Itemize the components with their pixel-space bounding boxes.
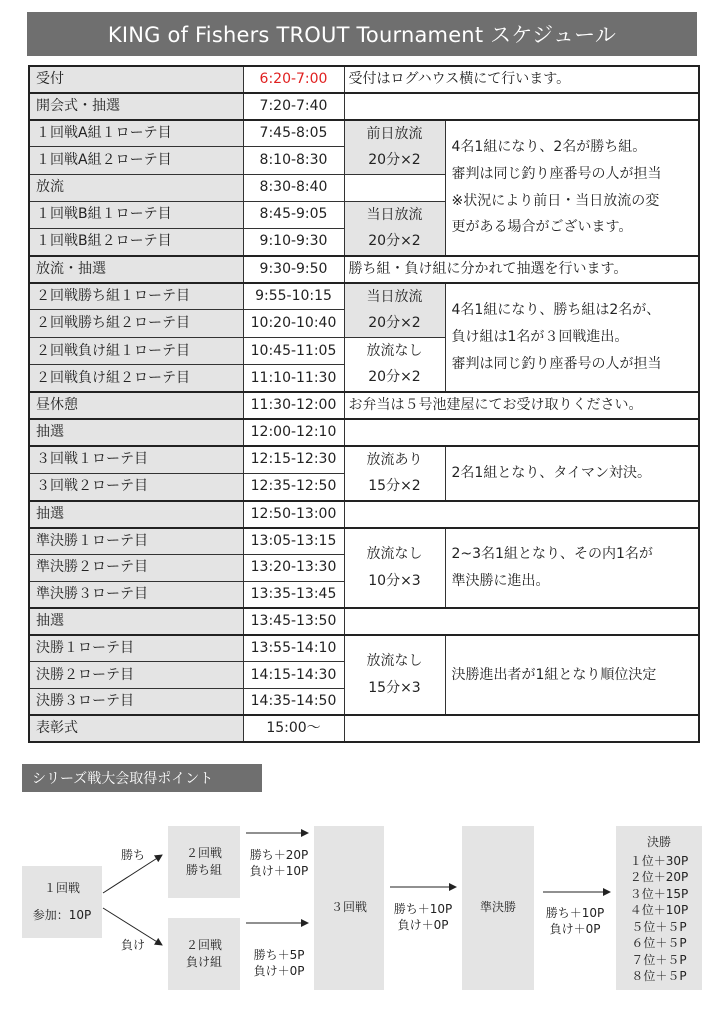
final-rank: １位＋30P	[629, 853, 689, 868]
semi-points-line1: 勝ち＋10P	[545, 906, 605, 920]
time-cell: 9:30-9:50	[243, 256, 344, 283]
format-line: 放流なし	[366, 342, 423, 359]
event-cell: 放流・抽選	[29, 256, 243, 283]
round3-points-line2: 負け＋0P	[397, 917, 449, 932]
time-cell: 13:20-13:30	[243, 554, 344, 581]
losers-line2: 負け組	[185, 955, 222, 969]
semi-title: 準決勝	[479, 900, 516, 915]
time-cell: 14:15-14:30	[243, 662, 344, 689]
winners-line1: ２回戦	[185, 845, 222, 860]
format-line: 20分×2	[368, 315, 421, 332]
format-line: 10分×3	[368, 572, 421, 589]
time-cell: 9:10-9:30	[243, 228, 344, 255]
time-cell: 7:45-8:05	[243, 120, 344, 147]
event-cell: １回戦A組２ローテ目	[29, 147, 243, 174]
time-cell: 15:00～	[243, 715, 344, 742]
losers-points-line2: 負け＋0P	[253, 963, 305, 978]
event-cell: 昼休憩	[29, 392, 243, 419]
semi-box	[462, 826, 534, 990]
time-cell: 12:15-12:30	[243, 446, 344, 474]
time-cell: 13:55-14:10	[243, 635, 344, 662]
event-cell: 開会式・抽選	[29, 93, 243, 120]
final-title: 決勝	[646, 835, 671, 849]
time-cell: 13:45-13:50	[243, 608, 344, 635]
winners-points-line1: 勝ち＋20P	[249, 848, 309, 862]
time-cell: 12:00-12:10	[243, 419, 344, 446]
losers-box	[168, 918, 240, 990]
event-cell: ２回戦負け組２ローテ目	[29, 365, 243, 392]
losers-points-line1: 勝ち＋5P	[253, 948, 305, 962]
time-cell: 8:45-9:05	[243, 201, 344, 228]
semi-points	[538, 906, 612, 937]
event-cell: 放流	[29, 174, 243, 201]
round3-points-line1: 勝ち＋10P	[393, 902, 453, 916]
event-cell: 決勝１ローテ目	[29, 635, 243, 662]
note-line: 審判は同じ釣り座番号の人が担当	[451, 166, 662, 183]
note-line: 2名1組となり、タイマン対決。	[451, 464, 652, 481]
semi-points-line2: 負け＋0P	[549, 921, 601, 936]
note-line: 準決勝に進出。	[451, 572, 550, 589]
format-line: 20分×2	[368, 233, 421, 250]
note-line: 更がある場合がございます。	[451, 219, 633, 236]
event-cell: ２回戦勝ち組２ローテ目	[29, 310, 243, 337]
format-line: 20分×2	[368, 369, 421, 386]
note-cell: 受付はログハウス横にて行います。	[344, 66, 699, 93]
winners-points-line2: 負け＋10P	[249, 863, 309, 878]
round3-title: ３回戦	[330, 900, 367, 915]
time-cell: 11:30-12:00	[243, 392, 344, 419]
time-cell: 13:35-13:45	[243, 581, 344, 608]
event-cell: 決勝２ローテ目	[29, 662, 243, 689]
final-rank: ８位＋５P	[631, 969, 687, 984]
winners-line2: 勝ち組	[185, 863, 222, 877]
format-line: 放流なし	[366, 546, 423, 563]
event-cell: 準決勝２ローテ目	[29, 554, 243, 581]
event-cell: １回戦B組１ローテ目	[29, 201, 243, 228]
note-line: 2~3名1組となり、その内1名が	[451, 546, 653, 563]
time-cell: 10:45-11:05	[243, 337, 344, 364]
round1-title: １回戦	[43, 880, 80, 895]
lose-label: 負け	[120, 938, 145, 952]
round3-points	[386, 902, 460, 933]
event-cell: ２回戦負け組１ローテ目	[29, 337, 243, 364]
note-line: ※状況により前日・当日放流の変	[451, 192, 660, 209]
event-cell: 準決勝３ローテ目	[29, 581, 243, 608]
note-line: 負け組は1名が３回戦進出。	[451, 328, 629, 345]
format-line: 前日放流	[366, 125, 423, 142]
losers-line1: ２回戦	[185, 937, 222, 952]
page-title: KING of Fishers TROUT Tournament スケジュール	[27, 12, 697, 56]
time-cell: 14:35-14:50	[243, 688, 344, 715]
time-cell: 12:35-12:50	[243, 473, 344, 501]
event-cell: 抽選	[29, 501, 243, 528]
event-cell: 受付	[29, 66, 243, 93]
final-box	[616, 826, 702, 990]
event-cell: 表彰式	[29, 715, 243, 742]
note-line: 4名1組になり、勝ち組は2名が、	[451, 302, 661, 319]
time-cell: 10:20-10:40	[243, 310, 344, 337]
time-cell: 7:20-7:40	[243, 93, 344, 120]
format-line: 20分×2	[368, 152, 421, 169]
event-cell: ２回戦勝ち組１ローテ目	[29, 283, 243, 310]
winners-points	[242, 848, 316, 879]
note-cell: お弁当は５号池建屋にてお受け取りください。	[344, 392, 699, 419]
event-cell: 準決勝１ローテ目	[29, 528, 243, 555]
final-rank: ３位＋15P	[629, 886, 689, 901]
event-cell: ３回戦１ローテ目	[29, 446, 243, 474]
note-line: 審判は同じ釣り座番号の人が担当	[451, 355, 662, 372]
event-cell: １回戦A組１ローテ目	[29, 120, 243, 147]
time-cell: 12:50-13:00	[243, 501, 344, 528]
note-cell: 勝ち組・負け組に分かれて抽選を行います。	[344, 256, 699, 283]
note-line: 4名1組になり、2名が勝ち組。	[451, 139, 647, 156]
final-rank: ５位＋５P	[631, 919, 687, 934]
round1-box	[22, 866, 102, 938]
event-cell: ３回戦２ローテ目	[29, 473, 243, 501]
format-line: 15分×3	[368, 679, 421, 696]
format-line: 15分×2	[368, 478, 421, 495]
format-line: 当日放流	[366, 206, 423, 223]
event-cell: 決勝３ローテ目	[29, 688, 243, 715]
round3-box	[314, 826, 384, 990]
event-cell: １回戦B組２ローテ目	[29, 228, 243, 255]
final-rank: ６位＋５P	[631, 936, 687, 951]
points-heading: シリーズ戦大会取得ポイント	[22, 764, 262, 792]
note-line: 決勝進出者が1組となり順位決定	[451, 666, 657, 683]
round1-sub: 参加：10P	[32, 908, 92, 922]
time-cell: 9:55-10:15	[243, 283, 344, 310]
final-rank: ７位＋５P	[631, 952, 687, 967]
win-label: 勝ち	[120, 848, 145, 862]
losers-points	[242, 948, 316, 979]
winners-box	[168, 826, 240, 898]
event-cell: 抽選	[29, 608, 243, 635]
final-rank: ２位＋20P	[629, 870, 689, 885]
time-cell: 11:10-11:30	[243, 365, 344, 392]
event-cell: 抽選	[29, 419, 243, 446]
time-cell: 8:10-8:30	[243, 147, 344, 174]
time-cell: 13:05-13:15	[243, 528, 344, 555]
final-rank: ４位＋10P	[629, 903, 689, 918]
time-cell: 6:20-7:00	[243, 66, 344, 93]
format-line: 当日放流	[366, 288, 423, 305]
format-line: 放流なし	[366, 653, 423, 670]
time-cell: 8:30-8:40	[243, 174, 344, 201]
format-line: 放流あり	[366, 451, 423, 468]
